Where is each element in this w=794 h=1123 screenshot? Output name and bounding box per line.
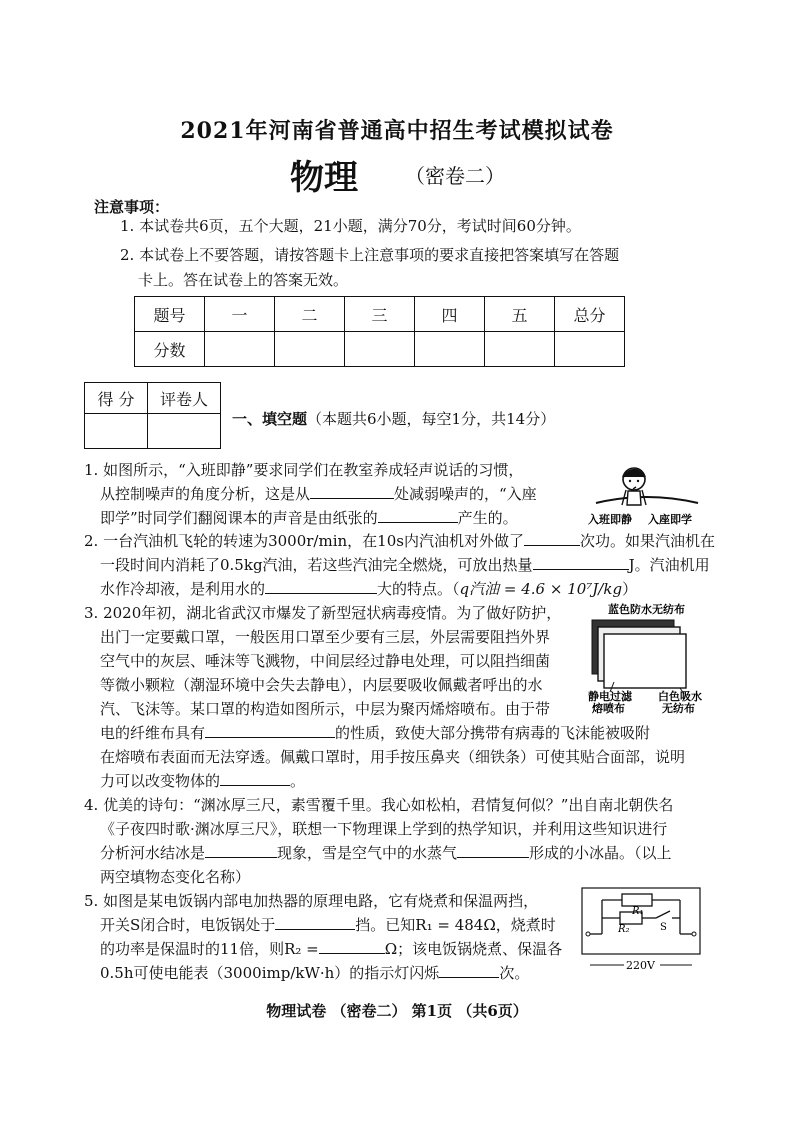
- q1-text: 处减弱噪声的，“入座: [394, 485, 537, 503]
- q5-r1-label: R₁: [632, 906, 644, 917]
- grader-score-label: 得 分: [85, 383, 148, 414]
- score-header-cell: 一: [205, 297, 275, 332]
- q3-caption-bottom-left-2: 熔喷布: [592, 702, 625, 714]
- notice-item-2b: 卡上。答在试卷上的答案无效。: [138, 271, 349, 289]
- q5-line-4: [100, 963, 529, 983]
- q5-text: Ω；该电饭锅烧煮、保温各: [384, 940, 563, 958]
- q5-blank-1: [275, 915, 355, 930]
- score-header-cell: 题号: [135, 297, 205, 332]
- q1-text: 即学”时同学们翻阅课本的声音是由纸张的: [100, 509, 378, 527]
- section-1-heading: [232, 408, 555, 429]
- q2-text: J。汽油机用: [628, 556, 710, 574]
- q4-blank-1: [205, 843, 277, 858]
- q3-line-6: [100, 723, 650, 743]
- q3-line-4: 等微小颗粒（潮湿环境中会失去静电），内层要吸收佩戴者呼出的水: [100, 676, 543, 694]
- q1-blank-2: [378, 508, 458, 523]
- score-cell: [205, 332, 275, 367]
- score-cell: [415, 332, 485, 367]
- q4-text: 形成的小冰晶。（以上: [529, 844, 672, 862]
- q5-line-3: [100, 939, 562, 959]
- q1-students-illustration: [586, 455, 706, 530]
- q3-text: 。: [290, 772, 306, 790]
- q3-text: 的性质，致使大部分携带有病毒的飞沫能被吸附: [335, 724, 651, 742]
- q1-text: 从控制噪声的角度分析，这是从: [100, 485, 311, 503]
- grader-table: [84, 382, 221, 449]
- q5-blank-2: [319, 939, 385, 954]
- score-table: [134, 296, 625, 367]
- q2-text: 水作冷却液，是利用水的: [100, 580, 266, 598]
- q5-line-2: [100, 915, 556, 935]
- page-footer: 物理试卷 （密卷二） 第1页 （共6页）: [266, 1002, 528, 1020]
- q2-blank-1: [524, 531, 580, 546]
- q1-blank-1: [310, 484, 394, 499]
- q3-line-2: 出门一定要戴口罩，一般医用口罩至少要有三层，外层需要阻挡外界: [100, 628, 551, 646]
- q5-blank-3: [439, 963, 499, 978]
- q1-line-2: [100, 484, 537, 504]
- q3-line-1: 3. 2020年初，湖北省武汉市爆发了新型冠状病毒疫情。为了做好防护，: [84, 604, 562, 622]
- section-1-title: 一、填空题: [232, 410, 308, 428]
- q3-caption-top: 蓝色防水无纺布: [608, 603, 685, 616]
- q4-line-2: 《子夜四时歌·渊冰厚三尺》，联想一下物理课上学到的热学知识，并利用这些知识进行: [100, 820, 668, 838]
- score-cell: [555, 332, 625, 367]
- q2-formula: q汽油 = 4.6 × 10⁷J/kg: [459, 580, 623, 598]
- q4-line-3: [100, 843, 672, 863]
- q3-text: 力可以改变物体的: [100, 772, 221, 790]
- q4-text: 分析河水结冰是: [100, 844, 206, 862]
- q5-text: 开关S闭合时，电饭锅处于: [100, 916, 276, 934]
- q4-line-4: 两空填物态变化名称）: [100, 868, 251, 886]
- q2-blank-3: [265, 579, 377, 594]
- q5-text: 0.5h可使电能表（3000imp/kW·h）的指示灯闪烁: [100, 964, 440, 982]
- q3-line-8: [100, 771, 305, 791]
- score-header-cell: 三: [345, 297, 415, 332]
- q2-line-2: [100, 555, 710, 575]
- q1-text: 产生的。: [457, 509, 518, 527]
- q5-switch-label: S: [660, 922, 667, 933]
- score-cell: [275, 332, 345, 367]
- paper-variant: （密卷二）: [405, 164, 505, 188]
- grader-score-cell: [85, 414, 148, 449]
- score-header-cell: 二: [275, 297, 345, 332]
- grader-name-cell: [148, 414, 221, 449]
- exam-title: 2021年河南省普通高中招生考试模拟试卷: [180, 118, 614, 144]
- score-row-label: 分数: [135, 332, 205, 367]
- q2-line-1: [84, 531, 715, 551]
- q5-line-1: 5. 如图是某电饭锅内部电加热器的原理电路，它有烧煮和保温两挡，: [84, 892, 539, 910]
- score-header-cell: 四: [415, 297, 485, 332]
- q1-line-3: [100, 508, 518, 528]
- notice-item-1: 1. 本试卷共6页，五个大题，21小题，满分70分，考试时间60分钟。: [120, 217, 581, 235]
- q5-r2-label: R₂: [618, 924, 630, 935]
- score-table-value-row: [135, 332, 625, 367]
- q5-text: 的功率是保温时的11倍，则R₂ =: [100, 940, 319, 958]
- q4-line-1: 4. 优美的诗句：“渊冰厚三尺，素雪覆千里。我心如松柏，君情复何似？”出自南北朝佚名: [84, 796, 674, 814]
- q2-line-3: [100, 579, 637, 599]
- q5-text: 次。: [499, 964, 530, 982]
- q3-text: 电的纤维布具有: [100, 724, 206, 742]
- q2-text: 一段时间内消耗了0.5kg汽油，若这些汽油完全燃烧，可放出热量: [100, 556, 533, 574]
- q3-line-3: 空气中的灰层、唾沫等飞溅物，中间层经过静电处理，可以阻挡细菌: [100, 652, 551, 670]
- section-1-note: （本题共6小题，每空1分，共14分）: [307, 410, 556, 428]
- q5-voltage-label: 220V: [626, 959, 655, 972]
- notice-heading: 注意事项：: [94, 198, 170, 216]
- score-cell: [345, 332, 415, 367]
- q3-blank-2: [220, 771, 290, 786]
- q2-text: 大的特点。（: [377, 580, 460, 598]
- q1-caption-left: 入班即静: [588, 513, 632, 526]
- q1-line-1: 1. 如图所示，“入班即静”要求同学们在教室养成轻声说话的习惯，: [84, 461, 524, 479]
- q2-text: 2. 一台汽油机飞轮的转速为3000r/min，在10s内汽油机对外做了: [84, 532, 524, 550]
- q3-line-7: 在熔喷布表面而无法穿透。佩戴口罩时，用手按压鼻夹（细铁条）可使其贴合面部，说明: [100, 748, 686, 766]
- q3-blank-1: [205, 723, 335, 738]
- q3-line-5: 汽、飞沫等。某口罩的构造如图所示，中层为聚丙烯熔喷布。由于带: [100, 700, 551, 718]
- score-header-cell: 五: [485, 297, 555, 332]
- notice-item-2a: 2. 本试卷上不要答题，请按答题卡上注意事项的要求直接把答案填写在答题: [120, 246, 620, 264]
- q5-text: 挡。已知R₁ = 484Ω，烧煮时: [355, 916, 556, 934]
- score-table-header-row: [135, 297, 625, 332]
- grader-name-label: 评卷人: [148, 383, 221, 414]
- q5-circuit-diagram: [580, 886, 702, 974]
- score-cell: [485, 332, 555, 367]
- q3-caption-bottom-right-1: 白色吸水: [658, 690, 702, 703]
- q4-text: 现象，雪是空气中的水蒸气: [277, 844, 458, 862]
- q4-blank-2: [457, 843, 529, 858]
- q3-caption-bottom-right-2: 无纺布: [662, 702, 695, 714]
- q2-text: ）: [622, 580, 638, 598]
- q1-caption-right: 入座即学: [648, 513, 692, 526]
- q3-caption-bottom-left-1: 静电过滤: [588, 690, 632, 703]
- subject-title: 物理: [290, 158, 358, 198]
- q2-blank-2: [533, 555, 629, 570]
- score-header-cell: 总分: [555, 297, 625, 332]
- q2-text: 次功。如果汽油机在: [579, 532, 715, 550]
- q3-mask-layers-diagram: [584, 602, 712, 714]
